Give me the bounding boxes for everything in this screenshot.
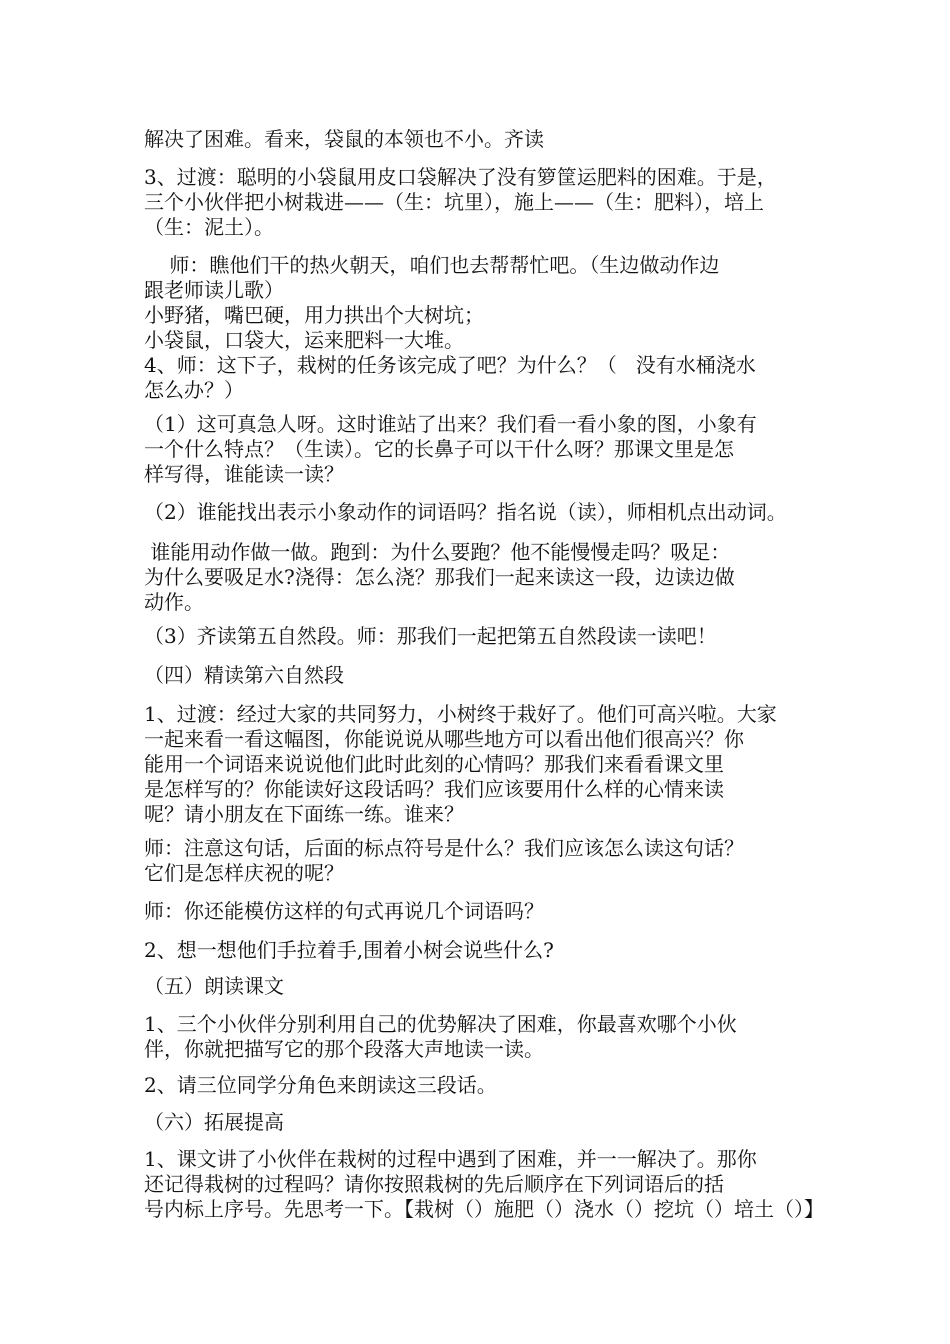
paragraph-favorite (144, 1012, 824, 1062)
text-line: 跟老师读儿歌） (144, 278, 284, 302)
paragraph-action-words (144, 540, 824, 615)
text-line: 一个什么特点？（生读）。它的长鼻子可以干什么呀？那课文里是怎 (144, 437, 734, 461)
paragraph-intro-summary (144, 127, 824, 152)
paragraph-punctuation (144, 836, 824, 886)
text-line: （五）朗读课文 (144, 974, 284, 998)
text-line: 样写得，谁能读一读？ (144, 462, 344, 486)
text-line: 号内标上序号。先思考一下。【栽树（）施肥（）浇水（）挖坑（）培土（）】 (144, 1197, 824, 1221)
paragraph-elephant-2 (144, 500, 824, 525)
text-line: 解决了困难。看来，袋鼠的本领也不小。齐读 (144, 127, 544, 151)
text-line: （3）齐读第五自然段。师：那我们一起把第五自然段读一读吧！ (144, 624, 717, 648)
paragraph-transition-3 (144, 165, 824, 240)
paragraph-elephant-1 (144, 412, 824, 487)
text-line: 是怎样写的？你能读好这段话吗？我们应该要用什么样的心情来读 (144, 777, 724, 801)
text-line: 伴，你就把描写它的那个段落大声地读一读。 (144, 1037, 544, 1061)
text-line: 小野猪，嘴巴硬，用力拱出个大树坑； (144, 303, 484, 327)
text-line: 1、过渡：经过大家的共同努力，小树终于栽好了。他们可高兴啦。大家 (144, 702, 777, 726)
text-line: 动作。 (144, 590, 204, 614)
text-line: 怎么办？） (144, 378, 244, 402)
text-line: 呢？请小朋友在下面练一练。谁来？ (144, 802, 464, 826)
text-line: 1、课文讲了小伙伴在栽树的过程中遇到了困难，并一一解决了。那你 (144, 1147, 757, 1171)
text-line: 2、请三位同学分角色来朗读这三段话。 (144, 1073, 497, 1097)
text-line: 4、师：这下子，栽树的任务该完成了吧？为什么？（ 没有水桶浇水 (144, 353, 756, 377)
paragraph-think (144, 938, 824, 963)
text-line: 谁能用动作做一做。跑到：为什么要跑？他不能慢慢走吗？吸足： (144, 540, 731, 564)
text-line: 师：注意这句话，后面的标点符号是什么？我们应该怎么读这句话？ (144, 836, 744, 860)
paragraph-order-exercise (144, 1147, 824, 1222)
text-line: （六）拓展提高 (144, 1110, 284, 1134)
paragraph-teacher-song (144, 253, 824, 403)
section-heading-4 (144, 663, 824, 688)
paragraph-roles (144, 1073, 824, 1098)
text-line: （四）精读第六自然段 (144, 663, 344, 687)
text-line: （生：泥土）。 (144, 215, 274, 239)
text-line: 2、想一想他们手拉着手,围着小树会说些什么? (144, 938, 554, 962)
section-heading-5 (144, 974, 824, 999)
paragraph-read-5 (144, 624, 824, 649)
text-line: 师：瞧他们干的热火朝天，咱们也去帮帮忙吧。（生边做动作边 (144, 253, 720, 277)
section-heading-6 (144, 1110, 824, 1135)
text-line: 3、过渡：聪明的小袋鼠用皮口袋解决了没有箩筐运肥料的困难。于是， (144, 165, 777, 189)
text-line: 师：你还能模仿这样的句式再说几个词语吗？ (144, 899, 544, 923)
text-line: 一起来看一看这幅图，你能说说从哪些地方可以看出他们很高兴？你 (144, 727, 744, 751)
text-line: 能用一个词语来说说他们此时此刻的心情吗？那我们来看看课文里 (144, 752, 724, 776)
text-line: 它们是怎样庆祝的呢？ (144, 861, 344, 885)
text-line: 小袋鼠，口袋大，运来肥料一大堆。 (144, 328, 464, 352)
paragraph-imitate (144, 899, 824, 924)
text-line: 为什么要吸足水?浇得：怎么浇？那我们一起来读这一段，边读边做 (144, 565, 735, 589)
text-line: 还记得栽树的过程吗？请你按照栽树的先后顺序在下列词语后的括 (144, 1172, 724, 1196)
text-line: （2）谁能找出表示小象动作的词语吗？指名说（读），师相机点出动词。 (144, 500, 787, 524)
paragraph-transition-6 (144, 702, 824, 827)
text-line: 1、三个小伙伴分别利用自己的优势解决了困难，你最喜欢哪个小伙 (144, 1012, 737, 1036)
text-line: （1）这可真急人呀。这时谁站了出来？我们看一看小象的图，小象有 (144, 412, 757, 436)
text-line: 三个小伙伴把小树栽进——（生：坑里），施上——（生：肥料），培上 (144, 190, 764, 214)
